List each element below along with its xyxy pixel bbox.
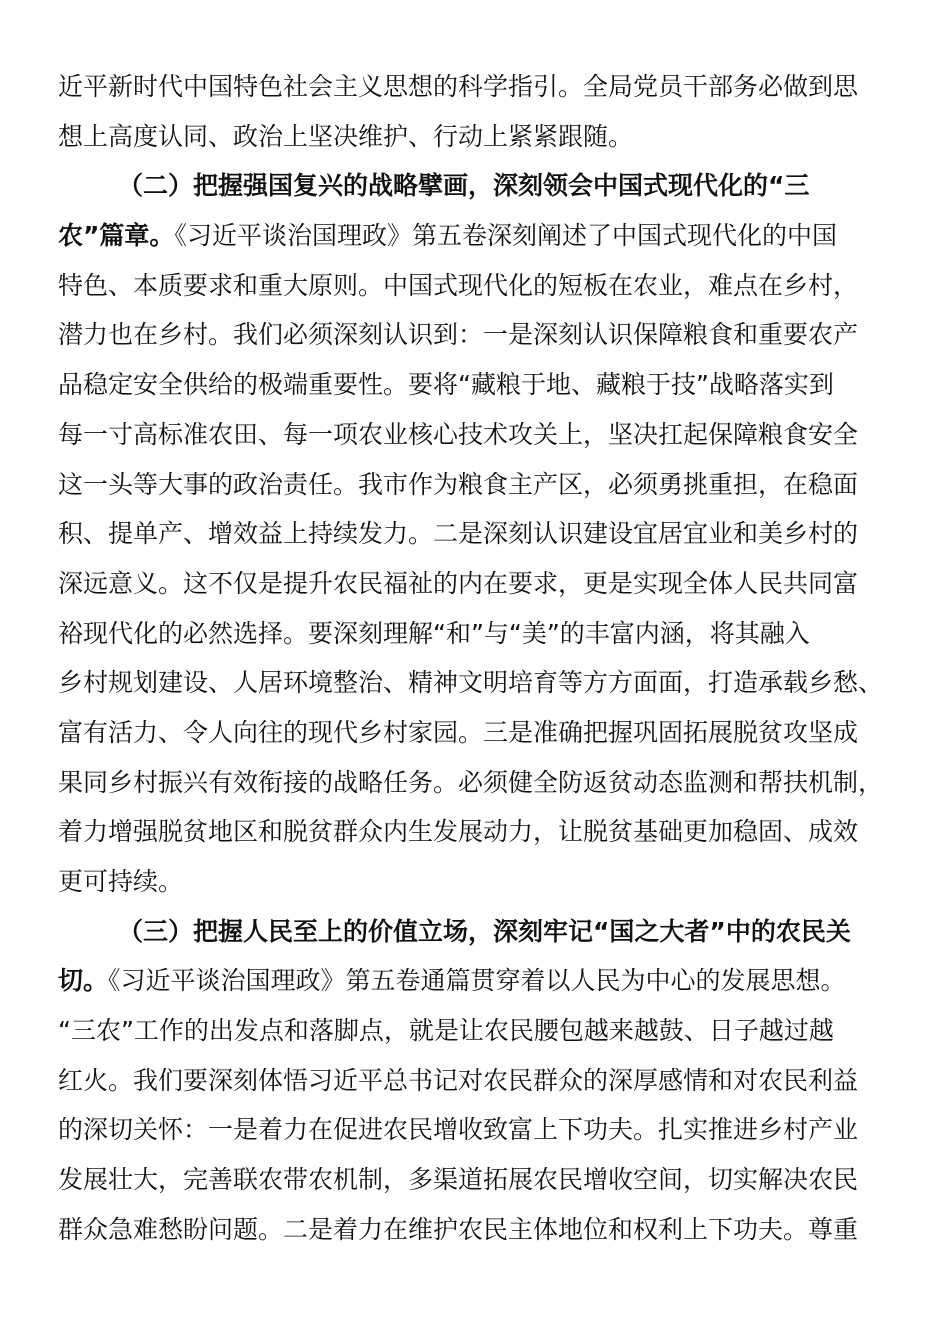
text-line [58,261,892,311]
section-heading-text: （二）把握强国复兴的战略擘画，深刻领会中国式现代化的“三 [118,171,810,201]
text-line [58,1205,892,1255]
text-line-content: 更可持续。 [58,867,184,896]
text-line-content [58,956,846,1006]
text-line [58,1105,892,1155]
text-line-content: 富有活力、令人向往的现代乡村家园。三是准确把握巩固拓展脱贫攻坚成 [58,717,859,747]
text-line-content: 的深切关怀：一是着力在促进农民增收致富上下功夫。扎实推进乡村产业 [58,1115,859,1145]
section-heading-3 [58,907,892,957]
text-line-content: 着力增强脱贫地区和脱贫群众内生发展动力，让脱贫基础更加稳固、成效 [58,817,859,847]
text-line [58,807,892,857]
text-line [58,1155,892,1205]
text-line [58,112,892,162]
text-line-content: 群众急难愁盼问题。二是着力在维护农民主体地位和权利上下功夫。尊重 [58,1214,859,1244]
text-line-content: 深远意义。这不仅是提升农民福祉的内在要求，更是实现全体人民共同富 [58,568,859,598]
text-line [58,360,892,410]
text-line-content: 乡村规划建设、人居环境整治、精神文明培育等方方面面，打造承载乡愁、 [58,668,884,698]
text-line-content: 裕现代化的必然选择。要深刻理解“和”与“美”的丰富内涵，将其融入 [58,618,810,648]
text-line-content: 果同乡村振兴有效衔接的战略任务。必须健全防返贫动态监测和帮扶机制， [58,767,884,797]
text-line [58,509,892,559]
section-heading-text: （三）把握人民至上的价值立场，深刻牢记“国之大者”中的农民关 [118,916,851,946]
text-line [58,559,892,609]
text-line [58,758,892,808]
text-line-content: 发展壮大，完善联农带农机制，多渠道拓展农民增收空间，切实解决农民 [58,1165,859,1195]
text-line [58,956,892,1006]
text-line [58,460,892,510]
text-line [58,658,892,708]
text-line [58,609,892,659]
text-line [58,62,892,112]
text-line [58,211,892,261]
text-line-content: 近平新时代中国特色社会主义思想的科学指引。全局党员干部务必做到思 [58,72,859,101]
text-line-content: 品稳定安全供给的极端重要性。要将“藏粮于地、藏粮于技”战略落实到 [58,370,834,400]
text-line-content: 潜力也在乡村。我们必须深刻认识到：一是深刻认识保障粮食和重要农产 [58,320,859,350]
text-line [58,310,892,360]
section-heading-tail: 切。 [58,966,109,996]
text-line-content: 积、提单产、增效益上持续发力。二是深刻认识建设宜居宜业和美乡村的 [58,519,859,549]
text-line-content: 想上高度认同、政治上坚决维护、行动上紧紧跟随。 [58,121,634,151]
text-line [58,857,892,907]
text-line-content [58,211,837,261]
document-page [58,62,892,1255]
text-line-rest: 《习近平谈治国理政》第五卷深刻阐述了中国式现代化的中国 [174,221,837,251]
text-line-rest: 《习近平谈治国理政》第五卷通篇贯穿着以人民为中心的发展思想。 [108,966,846,996]
text-line [58,708,892,758]
section-heading-tail: 农”篇章。 [58,221,175,251]
text-line-content: 特色、本质要求和重大原则。中国式现代化的短板在农业，难点在乡村， [58,270,859,300]
text-line-content: “三农”工作的出发点和落脚点，就是让农民腰包越来越鼓、日子越过越 [58,1016,834,1046]
text-line-content: 这一头等大事的政治责任。我市作为粮食主产区，必须勇挑重担，在稳面 [58,469,859,499]
text-line-content: 红火。我们要深刻体悟习近平总书记对农民群众的深厚感情和对农民利益 [58,1065,859,1095]
text-line [58,1006,892,1056]
text-line [58,1056,892,1106]
section-heading-2 [58,161,892,211]
text-line [58,410,892,460]
text-line-content: 每一寸高标准农田、每一项农业核心技术攻关上，坚决扛起保障粮食安全 [58,419,859,449]
